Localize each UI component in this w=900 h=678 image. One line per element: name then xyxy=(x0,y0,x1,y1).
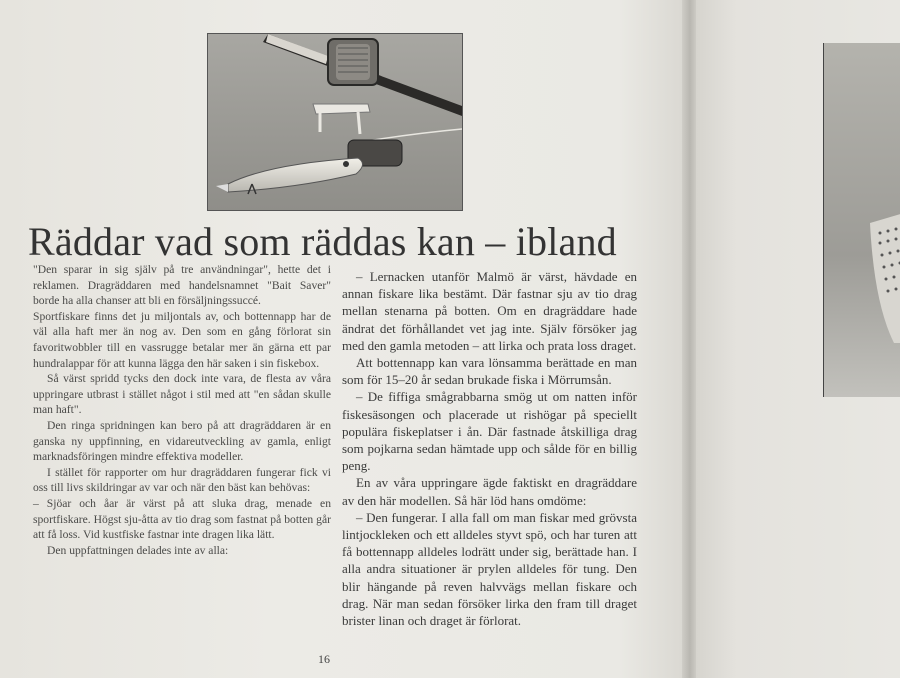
paragraph: Sportfiskare finns det ju miljontals av, och bottennapp har de väl alla haft mer än nog av. Den som en gång förlorat sin favoritwobbler till en vassrugge betalar mer än gärna ett par hundralappar för att kunna lägga den här saken i sin fiskebox. xyxy=(33,309,331,370)
paragraph: Den uppfattningen delades inte av alla: xyxy=(47,543,229,557)
paragraph: Att bottennapp kan vara lönsamma berättade en man som för 15–20 år sedan brukade fiska i Mörrumsån. xyxy=(342,355,637,388)
paragraph: En av våra uppringare ägde faktiskt en dragräddare av den här modellen. Så här löd hans omdöme: xyxy=(342,475,637,508)
paragraph: "Den sparar in sig själv på tre användningar", hette det i reklamen. Dragräddaren med handelsnamnet "Bait Saver" borde ha alla chanser att bli en försäljningssuccé. xyxy=(33,263,331,308)
page-number: 16 xyxy=(318,652,330,666)
paragraph: – Lernacken utanför Malmö är värst, hävdade en annan fiskare lika bestämt. Där fastnar sju av tio drag mellan stenarna på botten. Om en dragräddare hade ändrat det förhållandet vet jag inte. Själv försöker jag med den gamla metoden – att lirka och prata loss draget. xyxy=(342,269,637,353)
paragraph: – De fiffiga smågrabbarna smög ut om natten inför fiskesäsongen och placerade ut rishögar på speciellt populära fiskeplatser i ån. Där fastnade åtskilliga drag som pojkarna sedan hämtade upp och sålde för en billig peng. xyxy=(342,389,637,474)
article-column-right xyxy=(342,268,637,629)
fishing-reel-photo xyxy=(207,33,463,211)
article-column-left xyxy=(33,262,331,558)
partial-object-illustration xyxy=(824,43,900,397)
paragraph: – Sjöar och åar är värst på att sluka drag, menade en sportfiskare. Högst sju-åtta av tio drag som fastnat på botten går att få loss. Vid kustfiske fastnar inte dragen lika lätt. xyxy=(33,496,331,542)
paragraph: Så värst spridd tycks den dock inte vara, de flesta av våra uppringare utbrast i stället något i stil med att "en sådan skulle man haft". xyxy=(33,372,331,417)
partial-photo-right-page xyxy=(823,43,900,397)
paragraph: Den ringa spridningen kan bero på att dragräddaren är en ganska ny uppfinning, en vidareutveckling av gamla, enligt marknadsföringen mindre effektiva modeller. xyxy=(33,418,331,464)
article-headline: Räddar vad som räddas kan – ibland xyxy=(28,219,617,264)
fishing-reel-illustration xyxy=(208,34,462,210)
paragraph: I stället för rapporter om hur dragräddaren fungerar fick vi oss till livs skildringar av var och när den bäst kan behövas: xyxy=(33,465,331,495)
paragraph: – Den fungerar. I alla fall om man fiskar med grövsta lintjockleken och ett alldeles styvt spö, och har turen att få bottennapp alldeles lodrätt under sig, berättade han. I alla andra situationer är prylen alldeles för tung. Den blir hängande på reven halvvägs mellan fiskare och drag. När man sedan försöker lirka den fram till draget brister linan och draget är förlorat. xyxy=(342,509,637,629)
